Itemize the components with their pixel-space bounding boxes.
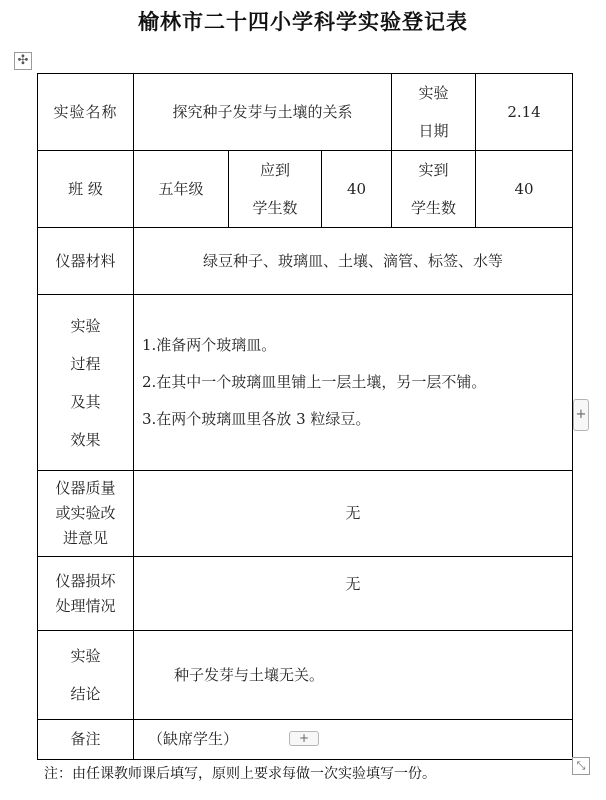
quality-value[interactable]: 无 [134,471,573,557]
procedure-label-line: 过程 [70,354,101,373]
table-row [38,557,573,631]
footer-note: 注：由任课教师课后填写，原则上要求每做一次实验填写一份。 [44,766,436,782]
actual-label-line: 实到 [418,161,449,179]
experiment-name-value[interactable]: 探究种子发芽与土壤的关系 [134,74,392,151]
procedure-label-line: 效果 [70,430,101,449]
damage-label [38,557,134,631]
table-row [38,295,573,471]
damage-label-line: 处理情况 [55,596,116,615]
remark-value[interactable]: （缺席学生） [134,720,573,760]
conclusion-value[interactable]: 种子发芽与土壤无关。 [134,631,573,720]
plus-icon[interactable]: + [573,399,589,431]
date-value[interactable]: 2.14 [476,74,573,151]
class-value[interactable]: 五年级 [134,151,229,228]
resize-icon[interactable]: ⤡ [572,757,590,775]
materials-value[interactable]: 绿豆种子、玻璃皿、土壤、滴管、标签、水等 [134,228,573,295]
actual-students-label [392,151,476,228]
quality-label [38,471,134,557]
materials-label: 仪器材料 [38,228,134,295]
procedure-label [38,295,134,471]
expected-students-label [229,151,322,228]
quality-label-line: 或实验改 [55,504,116,522]
procedure-label-line: 实验 [70,316,101,335]
experiment-name-label: 实验名称 [38,74,134,151]
conclusion-label-line: 实验 [70,647,101,665]
procedure-label-line: 及其 [70,392,101,411]
conclusion-label-line: 结论 [70,685,101,703]
damage-label-line: 仪器损坏 [55,571,116,590]
table-row [38,631,573,720]
procedure-step: 2.在其中一个玻璃皿里铺上一层土壤，另一层不铺。 [142,373,487,391]
move-icon[interactable]: ✣ [14,52,32,70]
table-row [38,228,573,295]
expected-students-value[interactable]: 40 [322,151,392,228]
remark-label: 备注 [38,720,134,760]
expected-label-line: 学生数 [252,199,298,217]
date-label-line: 日期 [418,122,449,140]
damage-value[interactable]: 无 [134,557,573,631]
registration-table [37,73,573,760]
page-title: 榆林市二十四小学科学实验登记表 [138,10,468,34]
procedure-step: 3.在两个玻璃皿里各放 3 粒绿豆。 [142,410,371,428]
actual-label-line: 学生数 [411,199,457,217]
actual-students-value[interactable]: 40 [476,151,573,228]
table-row [38,471,573,557]
plus-icon[interactable]: + [289,731,319,746]
quality-label-line: 进意见 [62,529,108,547]
date-label-line: 实验 [418,84,449,102]
procedure-value[interactable] [134,295,573,471]
expected-label-line: 应到 [259,161,290,179]
conclusion-label [38,631,134,720]
procedure-step: 1.准备两个玻璃皿。 [142,336,277,354]
table-row [38,151,573,228]
quality-label-line: 仪器质量 [55,479,116,497]
class-label: 班 级 [38,151,134,228]
table-row [38,74,573,151]
date-label [392,74,476,151]
